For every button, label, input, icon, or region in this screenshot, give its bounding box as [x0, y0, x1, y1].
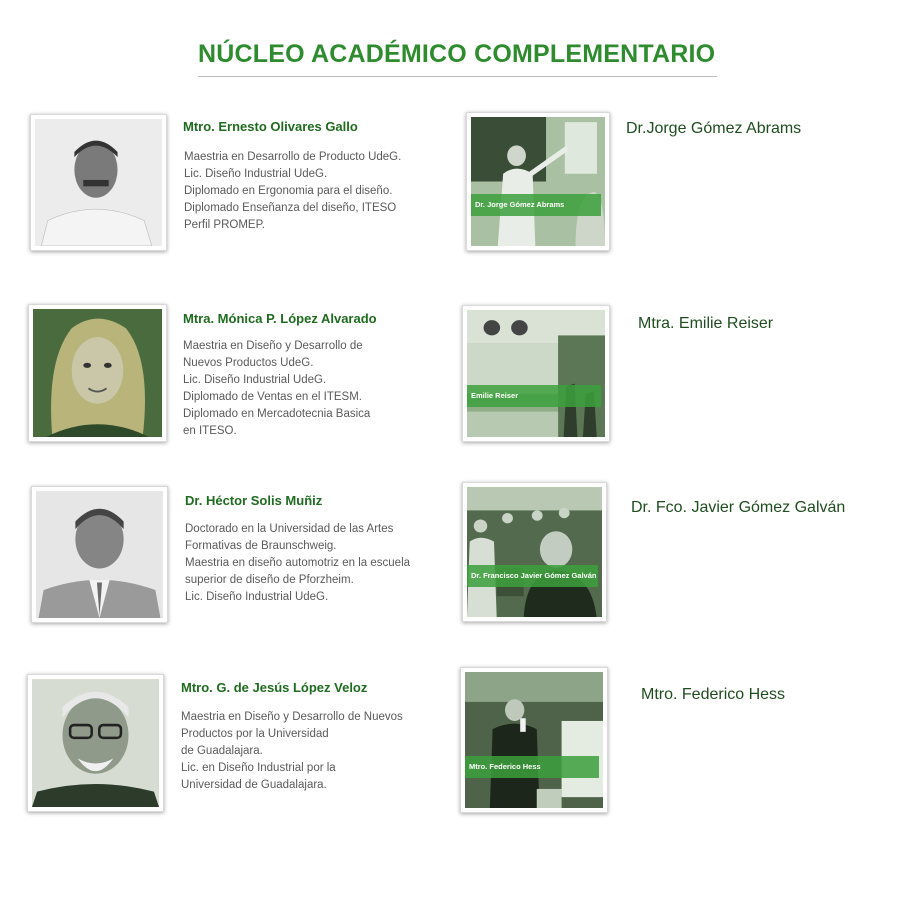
portrait-photo — [35, 119, 162, 246]
member-bio: Maestria en Diseño y Desarrollo de Nuevos Productos por la Universidad de Guadalajara. Lic. en Diseño Industrial por la Universidad de Guadalajara. — [181, 711, 403, 791]
portrait-photo — [33, 309, 162, 437]
event-photo — [467, 310, 605, 437]
member-bio: Maestria en Desarrollo de Producto UdeG. Lic. Diseño Industrial UdeG. Diplomado en Ergonomia para el diseño. Diplomado Enseñanza del diseño, ITESO Perfil PROMEP. — [184, 151, 402, 231]
photo-caption: Mtro. Federico Hess — [465, 756, 599, 778]
member-name: Dr.Jorge Gómez Abrams — [626, 120, 802, 137]
event-photo-frame — [462, 305, 610, 442]
photo-caption: Dr. Jorge Gómez Abrams — [471, 194, 601, 216]
member-name: Dr. Fco. Javier Gómez Galván — [631, 499, 846, 516]
portrait-frame — [30, 114, 167, 251]
member-name: Mtro. G. de Jesús López Veloz — [181, 680, 368, 695]
title-divider — [198, 76, 717, 77]
member-name: Mtra. Emilie Reiser — [638, 315, 774, 332]
portrait-photo — [32, 679, 159, 807]
event-photo — [471, 117, 605, 246]
event-photo — [467, 487, 602, 617]
member-name: Dr. Héctor Solis Muñiz — [185, 493, 323, 508]
portrait-photo — [36, 491, 163, 618]
member-bio: Maestria en Diseño y Desarrollo de Nuevos Productos UdeG. Lic. Diseño Industrial UdeG. Diplomado de Ventas en el ITESM. Diplomado en Mercadotecnia Basica en ITESO. — [183, 340, 371, 437]
event-photo — [465, 672, 603, 808]
member-bio: Doctorado en la Universidad de las Artes Formativas de Braunschweig. Maestria en diseño automotriz en la escuela superior de diseño de Pforzheim. Lic. Diseño Industrial UdeG. — [185, 523, 411, 603]
portrait-frame — [31, 486, 168, 623]
event-photo-frame — [462, 482, 607, 622]
member-name: Mtro. Ernesto Olivares Gallo — [183, 119, 358, 134]
event-photo-frame — [466, 112, 610, 251]
member-name: Mtro. Federico Hess — [641, 686, 786, 703]
member-name: Mtra. Mónica P. López Alvarado — [183, 311, 377, 326]
portrait-frame — [28, 304, 167, 442]
photo-caption: Dr. Francisco Javier Gómez Galván — [467, 565, 598, 587]
event-photo-frame — [460, 667, 608, 813]
portrait-frame — [27, 674, 164, 812]
page-title: NÚCLEO ACADÉMICO COMPLEMENTARIO — [198, 40, 716, 68]
photo-caption: Emilie Reiser — [467, 385, 601, 407]
